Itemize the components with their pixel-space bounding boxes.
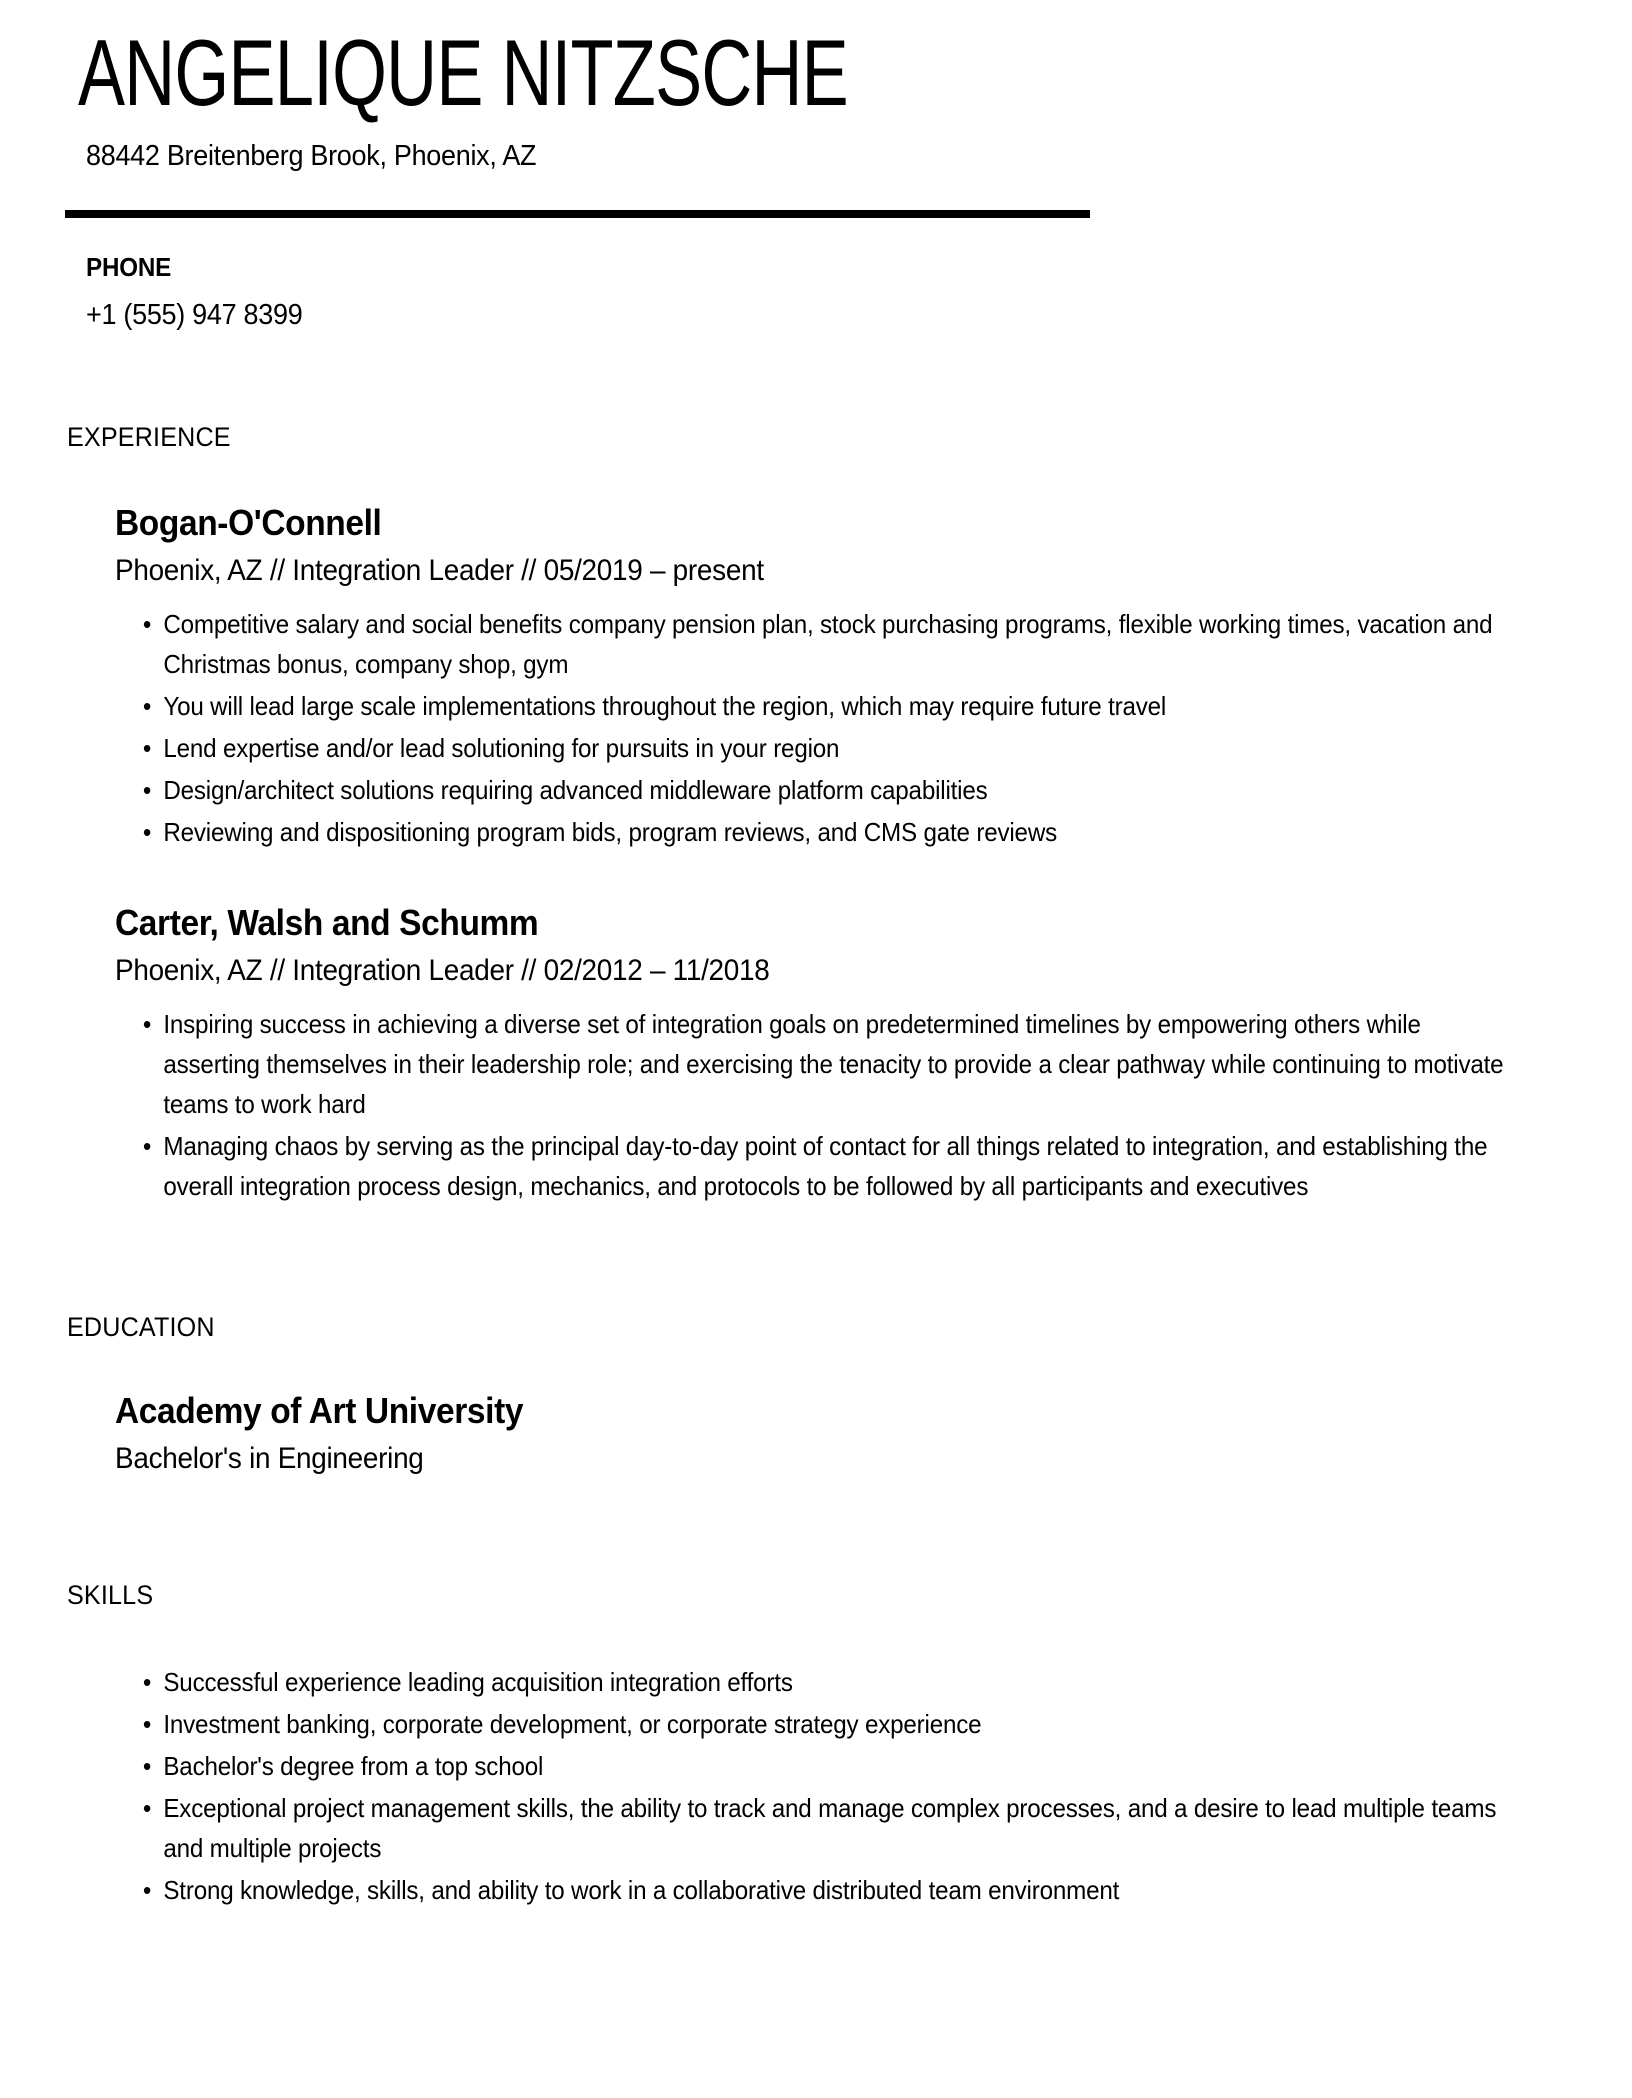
skills-block [115, 1662, 1632, 1910]
school-name: Academy of Art University [115, 1390, 524, 1431]
degree-name: Bachelor's in Engineering [115, 1442, 424, 1475]
phone-value: +1 (555) 947 8399 [86, 299, 303, 331]
job-bullet-list [115, 1004, 1515, 1206]
phone-label: PHONE [86, 252, 172, 282]
bullet-item: • Successful experience leading acquisition integration efforts [115, 1662, 1515, 1702]
job-entry [115, 900, 1632, 1206]
bullet-item: • Inspiring success in achieving a diverse set of integration goals on predetermined timelines by empowering others while asserting themselves in their leadership role; and exercising the tenacity to provide a clear pathway while continuing to motivate teams to work hard [115, 1004, 1515, 1124]
section-title-education: EDUCATION [67, 1312, 215, 1342]
job-meta: Phoenix, AZ // Integration Leader // 05/2019 – present [115, 554, 764, 587]
bullet-item: • Exceptional project management skills, the ability to track and manage complex processes, and a desire to lead multiple teams and multiple projects [115, 1788, 1515, 1868]
skills-list [115, 1662, 1515, 1910]
education-entry [115, 1388, 1632, 1480]
job-entry [115, 500, 1632, 852]
bullet-item: • Reviewing and dispositioning program bids, program reviews, and CMS gate reviews [115, 812, 1515, 852]
person-name: ANGELIQUE NITZSCHE [78, 20, 848, 125]
bullet-item: • Competitive salary and social benefits company pension plan, stock purchasing programs, flexible working times, vacation and Christmas bonus, company shop, gym [115, 604, 1515, 684]
bullet-item: • Design/architect solutions requiring advanced middleware platform capabilities [115, 770, 1515, 810]
job-title: Bogan-O'Connell [115, 502, 382, 543]
bullet-item: • Investment banking, corporate development, or corporate strategy experience [115, 1704, 1515, 1744]
job-title: Carter, Walsh and Schumm [115, 902, 539, 943]
section-title-skills: SKILLS [67, 1580, 154, 1610]
bullet-item: • You will lead large scale implementations throughout the region, which may require future travel [115, 686, 1515, 726]
bullet-item: • Bachelor's degree from a top school [115, 1746, 1515, 1786]
header-divider [65, 210, 1090, 218]
job-bullet-list [115, 604, 1515, 852]
bullet-item: • Lend expertise and/or lead solutioning for pursuits in your region [115, 728, 1515, 768]
section-title-experience: EXPERIENCE [67, 422, 231, 452]
bullet-item: • Strong knowledge, skills, and ability to work in a collaborative distributed team environment [115, 1870, 1515, 1910]
bullet-item: • Managing chaos by serving as the principal day-to-day point of contact for all things related to integration, and establishing the overall integration process design, mechanics, and protocols to be followed by all participants and executives [115, 1126, 1515, 1206]
address-line: 88442 Breitenberg Brook, Phoenix, AZ [86, 140, 537, 172]
job-meta: Phoenix, AZ // Integration Leader // 02/2012 – 11/2018 [115, 954, 770, 987]
